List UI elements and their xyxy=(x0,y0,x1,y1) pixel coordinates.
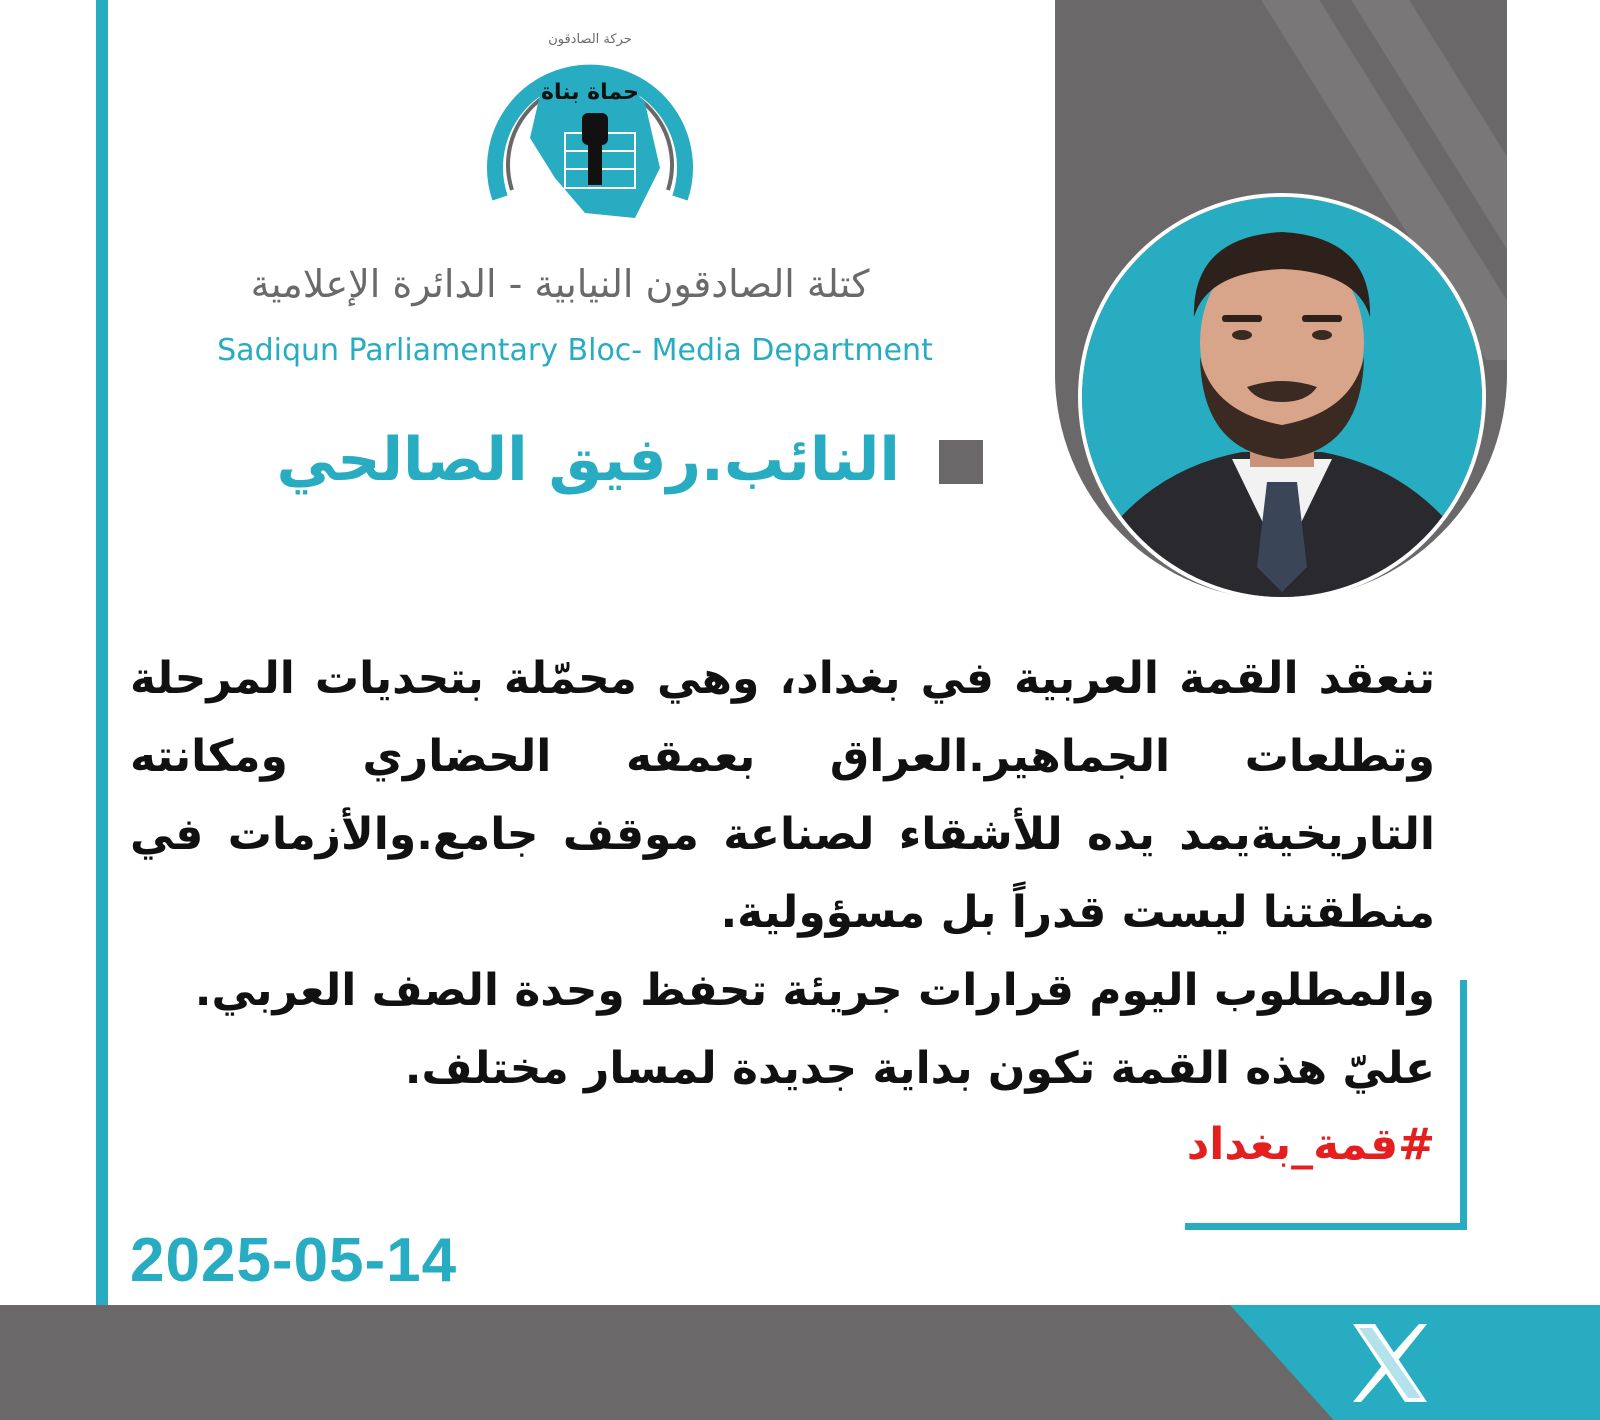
org-name-arabic: كتلة الصادقون النيابية - الدائرة الإعلامية xyxy=(250,262,870,306)
statement-text xyxy=(130,640,1435,1108)
logo-ring-text: حركة الصادقون xyxy=(548,32,632,47)
speaker-portrait-image xyxy=(1082,197,1482,597)
x-logo-icon[interactable] xyxy=(1345,1318,1435,1408)
post-date: 2025-05-14 xyxy=(130,1226,458,1295)
hashtag[interactable]: #قمة_بغداد xyxy=(1186,1119,1435,1170)
logo-text: حماة بناة xyxy=(540,80,639,105)
name-bullet-square xyxy=(939,440,983,484)
statement-paragraph: عليّ هذه القمة تكون بداية جديدة لمسار مختلف. xyxy=(404,1043,1435,1094)
bloc-logo xyxy=(470,18,710,248)
left-accent-bar xyxy=(96,0,108,1305)
statement-paragraph: تنعقد القمة العربية في بغداد، وهي محمّلة بتحديات المرحلة وتطلعات الجماهير.العراق بعمقه الحضاري ومكانته التاريخيةيمد يده للأشقاء لصناعة موقف جامع.والأزمات في منطقتنا ليست قدراً بل مسؤولية. xyxy=(130,653,1435,938)
org-name-english: Sadiqun Parliamentary Bloc- Media Department xyxy=(217,333,933,368)
speaker-photo xyxy=(1078,193,1486,601)
statement-paragraph: والمطلوب اليوم قرارات جريئة تحفظ وحدة الصف العربي. xyxy=(194,965,1435,1016)
frame-bottom-line xyxy=(1185,1223,1467,1230)
speaker-name: النائب.رفيق الصالحي xyxy=(276,425,900,495)
frame-right-line xyxy=(1460,980,1467,1230)
